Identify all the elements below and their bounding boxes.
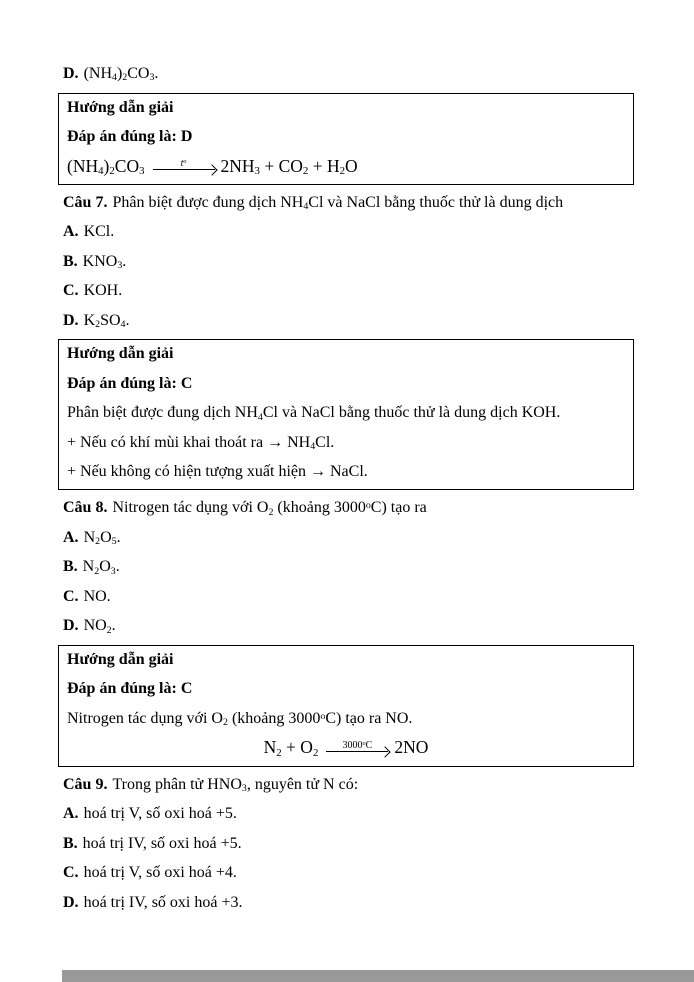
option-line-q7-c xyxy=(58,280,634,301)
equation-rhs: 2NO xyxy=(394,737,429,758)
reaction-arrow-icon xyxy=(153,158,215,177)
option-text: hoá trị V, số oxi hoá +5. xyxy=(83,805,237,823)
option-label: A. xyxy=(63,223,79,241)
equation-lhs: $(NH_4)_2CO_3$ xyxy=(67,155,145,178)
equation-rhs: $2NH_3 + CO_2 + H_2O$ xyxy=(220,155,358,178)
question-text: Trong phân tử $HNO_3$, nguyên tử N có: xyxy=(112,775,359,795)
option-label: C. xyxy=(63,282,79,300)
option-line-q9-b xyxy=(58,833,634,854)
question-text: Phân biệt được đung dịch $NH_4Cl$ và NaCl bằng thuốc thử là dung dịch xyxy=(112,193,564,213)
question-number: Câu 8. xyxy=(63,499,108,517)
question-line-7 xyxy=(58,192,634,213)
option-label: A. xyxy=(63,805,79,823)
option-text: hoá trị IV, số oxi hoá +3. xyxy=(83,893,243,911)
option-label: B. xyxy=(63,558,78,576)
option-text: hoá trị V, số oxi hoá +4. xyxy=(83,864,237,882)
option-label: C. xyxy=(63,864,79,882)
option-line-q9-a xyxy=(58,803,634,824)
option-label: D. xyxy=(63,311,79,329)
question-line-8 xyxy=(58,497,634,518)
option-label: D. xyxy=(63,893,79,911)
solution-box-3 xyxy=(58,645,634,767)
reaction-arrow-icon xyxy=(326,740,388,759)
option-line-q7-b xyxy=(58,251,634,272)
equation-line xyxy=(67,156,625,177)
option-text: KCl. xyxy=(83,223,115,241)
option-text: $N_2O_3$. xyxy=(82,558,120,577)
question-text: Nitrogen tác dụng với $O_2$ (khoảng 3000$^o$C) tạo ra xyxy=(112,499,427,518)
solution-title: Hướng dẫn giải xyxy=(67,98,174,116)
option-label: B. xyxy=(63,252,78,270)
option-line-q7-d xyxy=(58,310,634,331)
option-label: D. xyxy=(63,617,79,635)
solution-text: Phân biệt được đung dịch $NH_4Cl$ và NaCl bằng thuốc thử là dung dịch KOH. xyxy=(67,404,561,423)
option-line-q9-d xyxy=(58,892,634,913)
arrow-condition-label: $t^o$ xyxy=(180,157,187,169)
option-label: B. xyxy=(63,834,78,852)
solution-title: Hướng dẫn giải xyxy=(67,650,174,668)
option-line-q8-c xyxy=(58,586,634,607)
option-text: NO. xyxy=(83,587,111,605)
solution-box-2 xyxy=(58,339,634,490)
answer-line: Đáp án đúng là: C xyxy=(67,374,193,392)
question-number: Câu 7. xyxy=(63,193,108,211)
option-text: $N_2O_5$. xyxy=(83,528,121,548)
question-number: Câu 9. xyxy=(63,775,108,793)
solution-box-1 xyxy=(58,93,634,185)
option-label: D. xyxy=(63,65,79,82)
solution-text: Nitrogen tác dụng với $O_2$ (khoảng 3000$^o$C) tạo ra NO. xyxy=(67,709,413,729)
arrow-shaft xyxy=(153,169,215,177)
option-label: C. xyxy=(63,587,79,605)
option-line-q9-c xyxy=(58,862,634,883)
option-line-q8-d xyxy=(58,615,634,636)
solution-text: + Nếu có khí mùi khai thoát ra → $NH_4Cl$. xyxy=(67,433,335,453)
option-line-q8-b xyxy=(58,556,634,577)
option-text: hoá trị IV, số oxi hoá +5. xyxy=(82,834,242,852)
equation-lhs: $N_2 + O_2$ xyxy=(263,737,319,760)
answer-line: Đáp án đúng là: D xyxy=(67,128,193,145)
option-text: $(NH_4)_2CO_3$. xyxy=(83,65,159,84)
option-text: $NO_2$. xyxy=(83,617,116,636)
equation-line xyxy=(67,737,625,758)
arrow-shaft xyxy=(326,751,388,759)
answer-line: Đáp án đúng là: C xyxy=(67,680,193,698)
option-line-q8-a xyxy=(58,527,634,548)
solution-text: + Nếu không có hiện tượng xuất hiện → NaCl. xyxy=(67,463,368,481)
option-line-prev-d xyxy=(58,63,634,84)
arrow-condition-label: 3000$^o$C xyxy=(342,739,373,751)
option-label: A. xyxy=(63,528,79,546)
option-line-q7-a xyxy=(58,221,634,242)
option-text: $K_2SO_4$. xyxy=(83,311,130,331)
solution-title: Hướng dẫn giải xyxy=(67,345,174,363)
question-line-9 xyxy=(58,774,634,795)
option-text: KOH. xyxy=(83,282,123,300)
option-text: $KNO_3$. xyxy=(82,252,127,272)
horizontal-scrollbar[interactable] xyxy=(62,970,694,982)
